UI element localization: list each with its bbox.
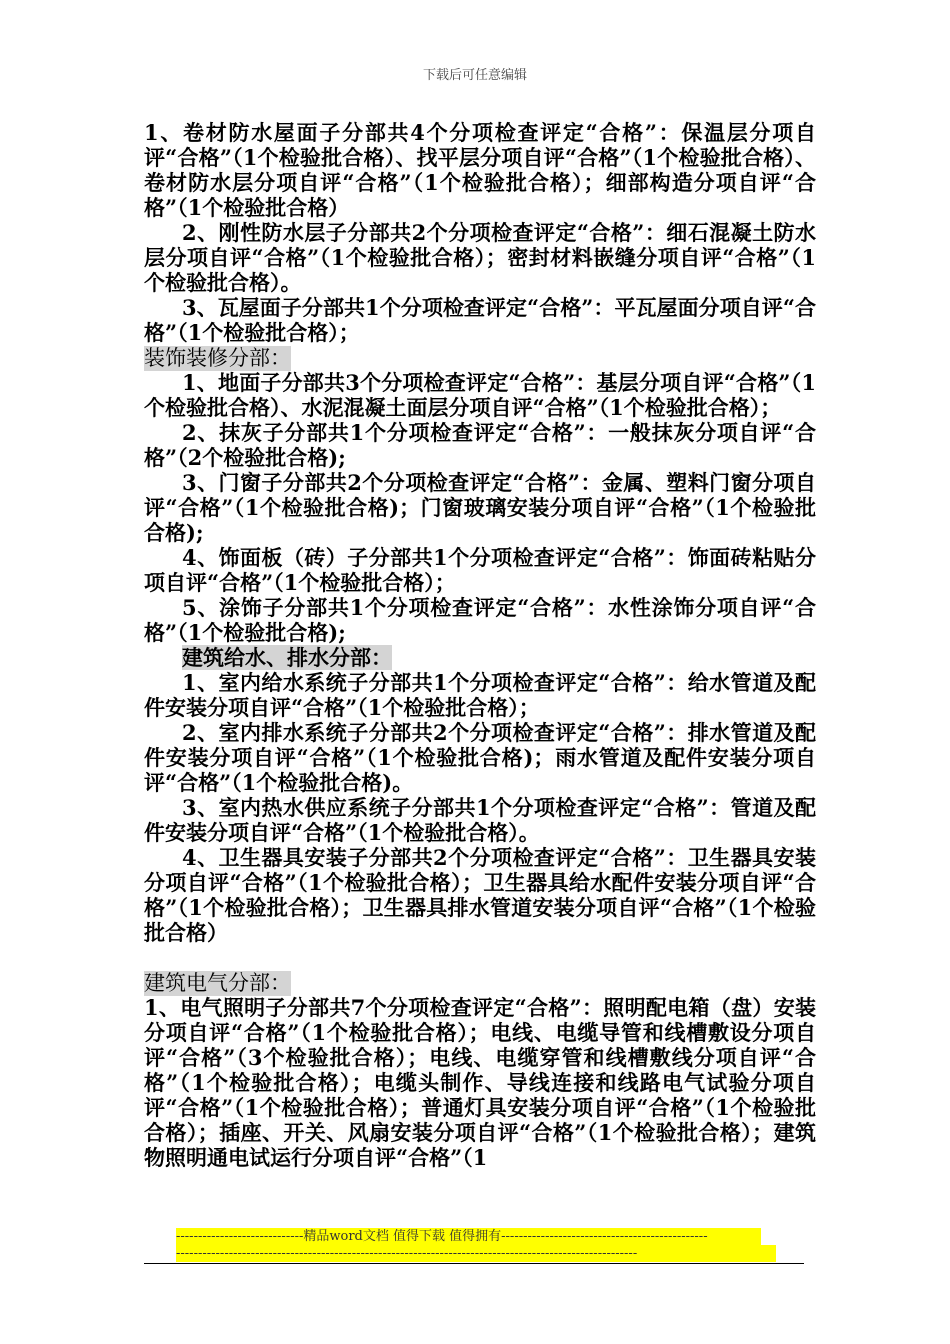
section-heading: 建筑给水、排水分部： (182, 645, 392, 670)
paragraph: 1、地面子分部共3个分项检查评定“合格”：基层分项自评“合格”（1个检验批合格）、水泥混凝土面层分项自评“合格”（1个检验批合格）； (144, 370, 816, 420)
paragraph: 4、饰面板（砖）子分部共1个分项检查评定“合格”：饰面砖粘贴分项自评“合格”（1个检验批合格）； (144, 545, 816, 595)
document-body (144, 120, 816, 1170)
paragraph: 5、涂饰子分部共1个分项检查评定“合格”：水性涂饰分项自评“合格”（1个检验批合格); (144, 595, 816, 645)
paragraph: 4、卫生器具安装子分部共2个分项检查评定“合格”：卫生器具安装分项自评“合格”（1个检验批合格）；卫生器具给水配件安装分项自评“合格”（1个检验批合格）；卫生器具排水管道安装分项自评“合格”（1个检验批合格） (144, 845, 816, 945)
footer-line: --------------------------------------------------------------------------------------------------------- (176, 1245, 776, 1262)
footer-divider (144, 1263, 804, 1264)
paragraph: 3、瓦屋面子分部共1个分项检查评定“合格”：平瓦屋面分项自评“合格”（1个检验批合格）； (144, 295, 816, 345)
paragraph: 2、抹灰子分部共1个分项检查评定“合格”：一般抹灰分项自评“合格”（2个检验批合格); (144, 420, 816, 470)
footer-line: -----------------------------精品word文档 值得下载 值得拥有----------------------------------------------- (176, 1228, 761, 1245)
section-heading: 装饰装修分部： (144, 346, 291, 370)
section-heading: 建筑电气分部： (144, 971, 291, 995)
paragraph: 2、刚性防水层子分部共2个分项检查评定“合格”：细石混凝土防水层分项自评“合格”（1个检验批合格）；密封材料嵌缝分项自评“合格”（1个检验批合格）。 (144, 220, 816, 295)
paragraph: 1、电气照明子分部共7个分项检查评定“合格”：照明配电箱（盘）安装分项自评“合格”（1个检验批合格）；电线、电缆导管和线槽敷设分项自评“合格”（3个检验批合格）；电线、电缆穿管和线槽敷线分项自评“合格”（1个检验批合格）；电缆头制作、导线连接和线路电气试验分项自评“合格”（1个检验批合格）；普通灯具安装分项自评“合格”（1个检验批合格）；插座、开关、风扇安装分项自评“合格”（1个检验批合格）；建筑物照明通电试运行分项自评“合格”（1 (144, 995, 816, 1170)
paragraph: 2、室内排水系统子分部共2个分项检查评定“合格”：排水管道及配件安装分项自评“合格”（1个检验批合格)；雨水管道及配件安装分项自评“合格”（1个检验批合格)。 (144, 720, 816, 795)
section-heading-row (144, 645, 816, 670)
paragraph: 3、门窗子分部共2个分项检查评定“合格”：金属、塑料门窗分项自评“合格”（1个检验批合格)；门窗玻璃安装分项自评“合格”（1个检验批合格); (144, 470, 816, 545)
spacer (144, 945, 816, 970)
page-footer (176, 1228, 776, 1262)
paragraph: 1、卷材防水屋面子分部共4个分项检查评定“合格”：保温层分项自评“合格”（1个检验批合格）、找平层分项自评“合格”（1个检验批合格）、卷材防水层分项自评“合格”（1个检验批合格）；细部构造分项自评“合格”（1个检验批合格） (144, 120, 816, 220)
section-heading-row (144, 970, 816, 995)
page-header: 下载后可任意编辑 (422, 68, 527, 83)
paragraph: 3、室内热水供应系统子分部共1个分项检查评定“合格”：管道及配件安装分项自评“合格”（1个检验批合格）。 (144, 795, 816, 845)
section-heading-row (144, 345, 816, 370)
paragraph: 1、室内给水系统子分部共1个分项检查评定“合格”：给水管道及配件安装分项自评“合格”（1个检验批合格）； (144, 670, 816, 720)
